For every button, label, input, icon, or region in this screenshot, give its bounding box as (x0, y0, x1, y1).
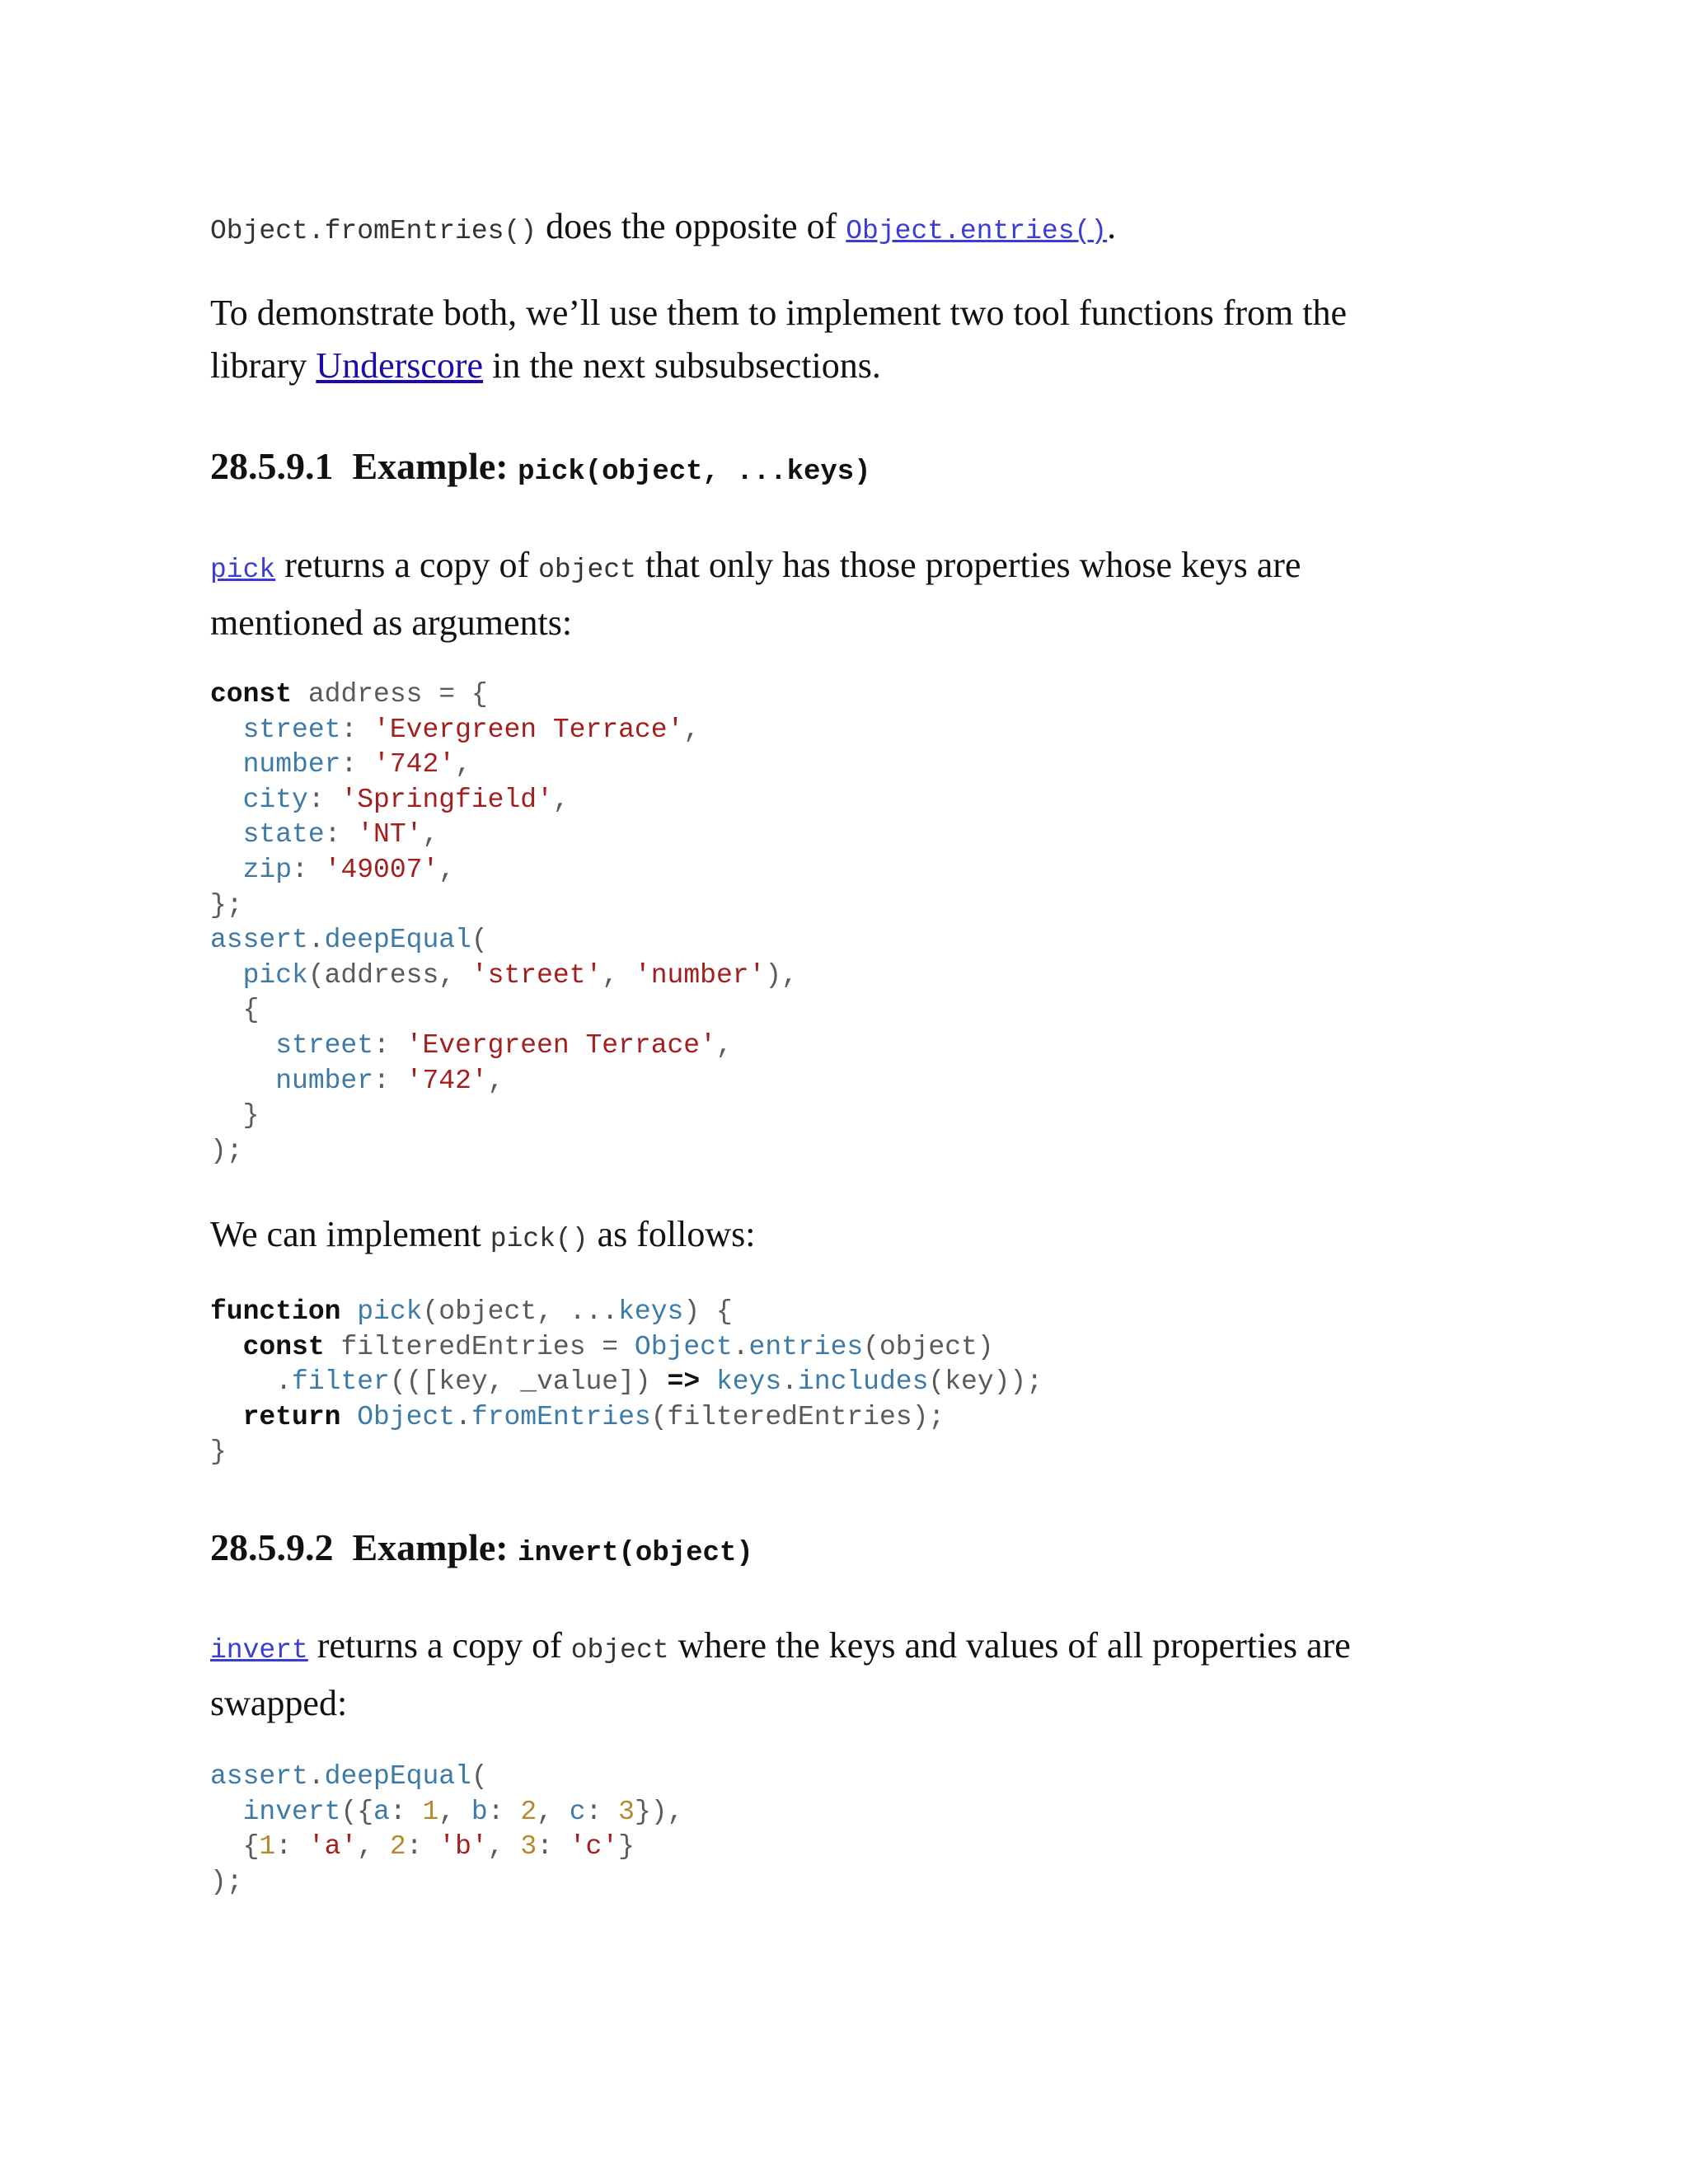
paragraph-text: in the next subsubsections. (483, 345, 881, 386)
code-number: 1 (259, 1831, 276, 1863)
code-block-invert-example: assert.deepEqual( invert({a: 1, b: 2, c: 3}), {1: 'a', 2: 'b', 3: 'c'} ); (210, 1761, 684, 1897)
code-text: ); (210, 1135, 243, 1166)
heading-code: invert(object) (518, 1538, 753, 1569)
code-string: 'Evergreen Terrace' (373, 714, 684, 745)
code-string: 'street' (471, 959, 603, 991)
paragraph-text: library (210, 345, 316, 386)
code-string: 'NT' (357, 819, 423, 851)
code-function: includes (797, 1366, 929, 1398)
code-number: 1 (422, 1796, 439, 1827)
code-string: 'Evergreen Terrace' (406, 1029, 716, 1061)
code-string: '49007' (324, 854, 439, 885)
code-string: '742' (373, 749, 456, 780)
code-string: 'a' (307, 1831, 358, 1863)
paragraph-text: . (1107, 206, 1117, 246)
paragraph-text: swapped: (210, 1683, 348, 1723)
section-heading-invert (210, 1523, 753, 1578)
code-text: } (210, 1436, 227, 1468)
code-function: deepEqual (324, 925, 471, 956)
code-string: 'Springfield' (340, 784, 553, 815)
code-string: 'number' (634, 959, 766, 991)
demonstrate-paragraph (210, 287, 1347, 392)
section-number: 28.5.9.1 (210, 445, 334, 487)
code-keyword: const (210, 679, 293, 710)
code-function: pick (242, 959, 308, 991)
code-text: (([key, _value]) (389, 1366, 668, 1398)
object-entries-link[interactable]: Object.entries() (846, 216, 1108, 246)
code-block-pick-implementation: function pick(object, ...keys) { const filteredEntries = Object.entries(object) .filter(([key, _value]) => keys.includes(key)); return Object.fromEntries(filteredEntries); } (210, 1296, 1043, 1468)
code-property: zip (242, 854, 293, 885)
code-block-pick-example: const address = { street: 'Evergreen Terrace', number: '742', city: 'Springfield', state: 'NT', zip: '49007', }; assert.deepEqual( pick(address, 'street', 'number'), { street: 'Evergreen Terrace', number: '742', } ); (210, 679, 798, 1166)
code-property: number (275, 1065, 374, 1096)
code-property: b (471, 1796, 488, 1827)
underscore-link[interactable]: Underscore (316, 345, 484, 386)
code-text: { (242, 995, 260, 1026)
code-number: 3 (618, 1796, 635, 1827)
code-keyword: function (210, 1296, 341, 1327)
code-function: pick (357, 1296, 423, 1327)
code-identifier: Object (357, 1401, 456, 1432)
code-text: ), (765, 959, 798, 991)
paragraph-text: as follows: (588, 1214, 756, 1254)
paragraph-text: that only has those properties whose keys are (635, 545, 1301, 585)
heading-code: pick(object, ...keys) (518, 457, 871, 488)
code-string: 'c' (569, 1831, 619, 1863)
inline-code: object (570, 1635, 669, 1666)
heading-label: Example: (352, 1526, 509, 1568)
code-number: 2 (520, 1796, 537, 1827)
code-identifier: keys (715, 1366, 782, 1398)
code-property: c (569, 1796, 586, 1827)
code-keyword: => (667, 1366, 701, 1398)
code-string: 'b' (438, 1831, 488, 1863)
paragraph-text: where the keys and values of all properties are (668, 1625, 1351, 1666)
code-identifier: assert (210, 925, 308, 956)
inline-code: object (538, 555, 636, 585)
code-text: ( (471, 925, 488, 956)
paragraph-text: We can implement (210, 1214, 490, 1254)
code-keyword: const (242, 1331, 325, 1362)
paragraph-text: mentioned as arguments: (210, 602, 573, 643)
code-property: street (275, 1029, 374, 1061)
invert-description (210, 1619, 1351, 1730)
code-function: fromEntries (471, 1401, 651, 1432)
code-text: ); (210, 1866, 243, 1897)
inline-code: pick() (490, 1224, 588, 1254)
code-text: filteredEntries = (324, 1331, 635, 1362)
code-text: address = { (292, 679, 488, 710)
paragraph-text: To demonstrate both, we’ll use them to implement two tool functions from the (210, 293, 1347, 333)
pick-description (210, 539, 1301, 649)
code-property: state (242, 819, 325, 851)
code-text: (filteredEntries); (650, 1401, 945, 1432)
code-property: street (242, 714, 341, 745)
code-identifier: keys (618, 1296, 684, 1327)
code-text: } (242, 1100, 260, 1132)
section-number: 28.5.9.2 (210, 1526, 334, 1568)
code-number: 3 (520, 1831, 537, 1863)
code-text: (object, ... (422, 1296, 619, 1327)
inline-code: Object.fromEntries() (210, 216, 537, 246)
code-number: 2 (389, 1831, 406, 1863)
code-property: number (242, 749, 341, 780)
code-function: invert (242, 1796, 341, 1827)
code-keyword: return (242, 1401, 341, 1432)
paragraph-text: returns a copy of (275, 545, 539, 585)
code-identifier: assert (210, 1761, 308, 1792)
code-text: }; (210, 889, 243, 921)
code-text: ) { (683, 1296, 733, 1327)
code-function: filter (292, 1366, 390, 1398)
code-function: deepEqual (324, 1761, 471, 1792)
code-identifier: Object (634, 1331, 733, 1362)
code-text: (key)); (928, 1366, 1043, 1398)
code-text: (object) (863, 1331, 994, 1362)
section-heading-pick (210, 442, 871, 497)
pick-link[interactable]: pick (210, 555, 276, 585)
code-text: ( (471, 1761, 488, 1792)
invert-link[interactable]: invert (210, 1635, 308, 1666)
intro-paragraph (210, 200, 1116, 258)
code-text: (address, (307, 959, 471, 991)
paragraph-text: returns a copy of (307, 1625, 571, 1666)
paragraph-text: does the opposite of (537, 206, 846, 246)
implement-pick-paragraph (210, 1208, 756, 1266)
code-function: entries (748, 1331, 864, 1362)
code-property: city (242, 784, 308, 815)
heading-label: Example: (352, 445, 509, 487)
code-string: '742' (406, 1065, 488, 1096)
code-property: a (373, 1796, 390, 1827)
